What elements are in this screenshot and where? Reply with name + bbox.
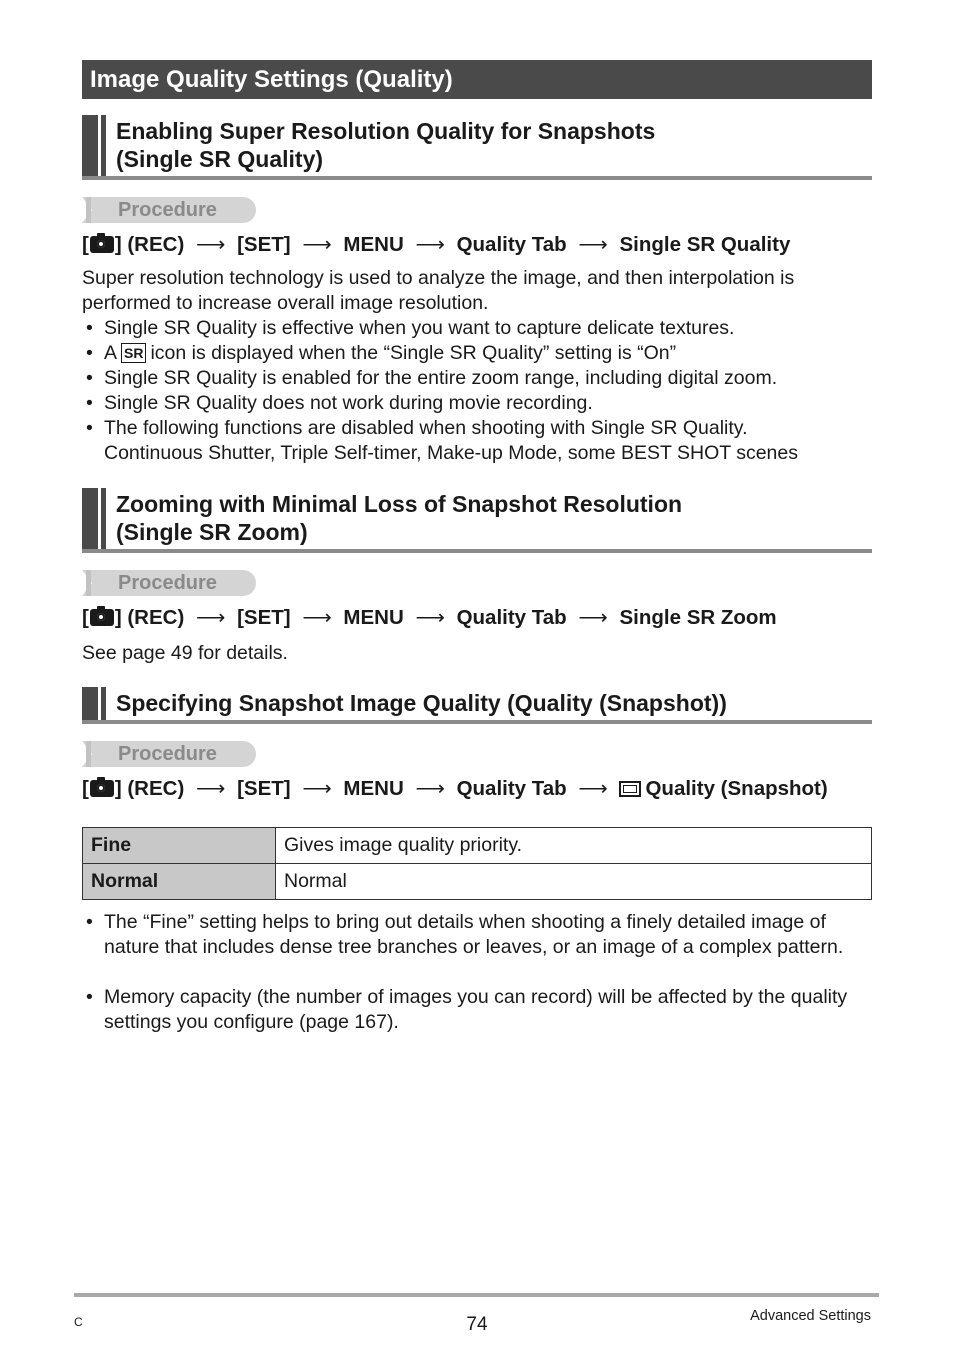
list-item: • Single SR Quality does not work during movie recording. [86,392,593,414]
section-header-single-sr-quality [82,115,872,180]
arrow-right-icon: ⟶ [302,233,332,256]
camera-icon [90,780,114,797]
arrow-right-icon: ⟶ [415,606,445,629]
section-title-line1: Zooming with Minimal Loss of Snapshot Resolution [116,491,683,517]
page-number: 74 [466,1314,488,1335]
table-key: Normal [83,864,276,900]
table-value: Gives image quality priority. [276,828,872,864]
sr-icon: SR [121,343,146,363]
quality-snapshot-icon [619,781,641,797]
table-row [83,828,872,864]
arrow-right-icon: ⟶ [415,777,445,800]
procedure-label: Procedure [82,741,256,767]
arrow-right-icon: ⟶ [196,233,226,256]
arrow-right-icon: ⟶ [196,777,226,800]
arrow-right-icon: ⟶ [302,777,332,800]
footer-left-code: C [74,1315,83,1329]
arrow-right-icon: ⟶ [196,606,226,629]
list-item: • Single SR Quality is effective when you want to capture delicate textures. [86,317,735,339]
list-item: • A SR icon is displayed when the “Single SR Quality” setting is “On” [86,342,677,364]
table-value: Normal [276,864,872,900]
procedure-label: Procedure [82,570,256,596]
list-item: • Single SR Quality is enabled for the entire zoom range, including digital zoom. [86,367,778,389]
quality-options-table [82,827,872,900]
section-title-line1: Enabling Super Resolution Quality for Snapshots [116,118,656,144]
list-item: • The “Fine” setting helps to bring out details when shooting a finely detailed image of nature that includes dense tree branches or leaves, or an image of a complex pattern. [86,911,844,958]
page-header: Image Quality Settings (Quality) [82,60,872,99]
table-row [83,864,872,900]
menu-path: [ ] (REC) ⟶ [SET] ⟶ MENU ⟶ Quality Tab ⟶ Single SR Zoom [82,606,777,629]
note-text: See page 49 for details. [82,642,288,664]
section-title-line2: (Single SR Zoom) [116,519,308,545]
arrow-right-icon: ⟶ [578,233,608,256]
menu-path: [ ] (REC) ⟶ [SET] ⟶ MENU ⟶ Quality Tab ⟶ Quality (Snapshot) [82,777,828,800]
arrow-right-icon: ⟶ [302,606,332,629]
list-item: • The following functions are disabled when shooting with Single SR Quality. Continuous Shutter, Triple Self-timer, Make-up Mode, some BEST SHOT scenes [86,417,799,464]
arrow-right-icon: ⟶ [415,233,445,256]
menu-path: [ ] (REC) ⟶ [SET] ⟶ MENU ⟶ Quality Tab ⟶ Single SR Quality [82,233,791,256]
list-item: • Memory capacity (the number of images you can record) will be affected by the quality settings you configure (page 167). [86,986,848,1033]
footer-rule [74,1293,879,1297]
section-header-single-sr-zoom [82,488,872,553]
intro-paragraph: Super resolution technology is used to analyze the image, and then interpolation is performed to increase overall image resolution. [82,267,795,314]
arrow-right-icon: ⟶ [578,777,608,800]
arrow-right-icon: ⟶ [578,606,608,629]
table-key: Fine [83,828,276,864]
section-header-quality-snapshot [82,687,872,724]
camera-icon [90,609,114,626]
procedure-label: Procedure [82,197,256,223]
camera-icon [90,236,114,253]
footer-chapter: Advanced Settings [750,1308,871,1324]
section-title-line2: (Single SR Quality) [116,146,324,172]
section-title-line1: Specifying Snapshot Image Quality (Quality (Snapshot)) [116,690,727,716]
